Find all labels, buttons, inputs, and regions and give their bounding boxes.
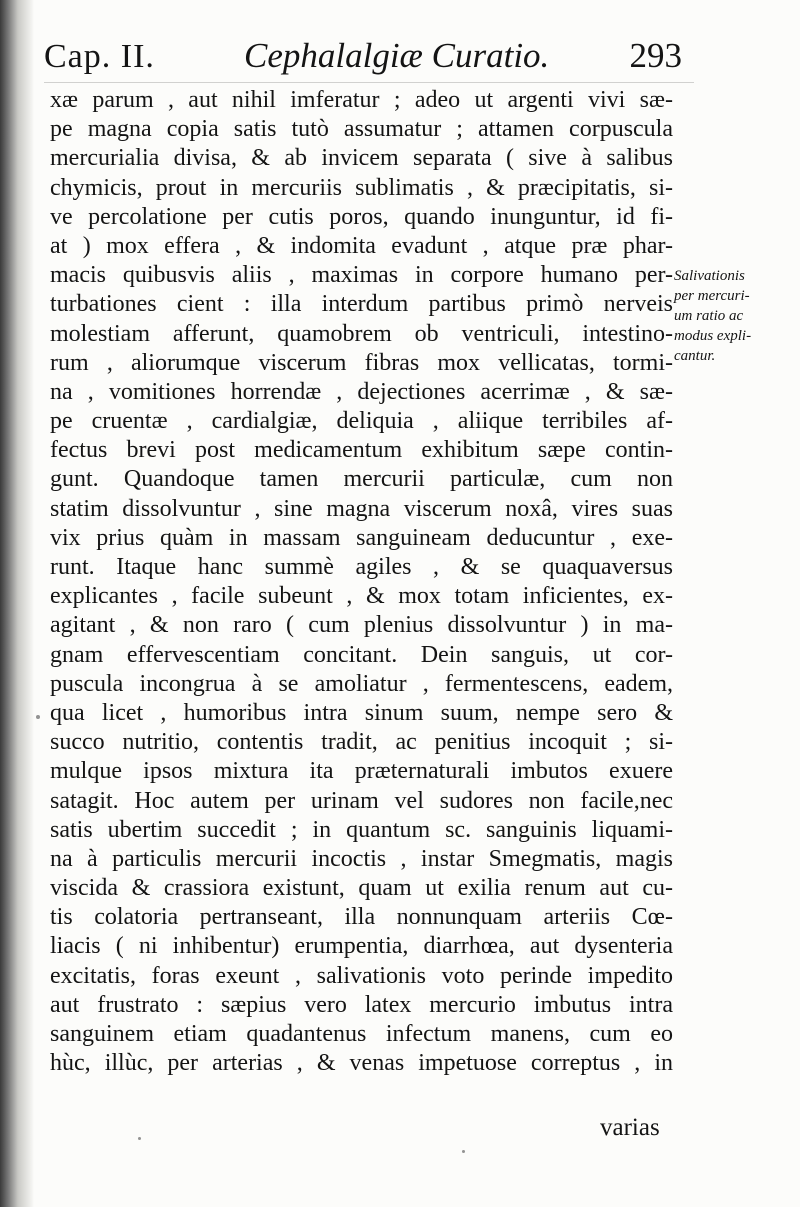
text-line: pe magna copia satis tutò assumatur ; attamen corpuscula (50, 116, 673, 143)
ink-speckle (462, 1150, 465, 1153)
text-line: satis ubertim succedit ; in quantum sc. sanguinis liquami- (50, 816, 673, 843)
running-title: Cephalalgiæ Curatio. (244, 36, 550, 75)
margin-note-line: per mercuri- (674, 288, 750, 304)
text-line: tis colatoria pertranseant, illa nonnunquam arteriis Cœ- (50, 904, 673, 931)
text-line: gunt. Quandoque tamen mercurii particulæ, cum non (50, 466, 673, 493)
text-line: na à particulis mercurii incoctis , instar Smegmatis, magis (50, 845, 673, 872)
text-line: mulque ipsos mixtura ita præternaturali imbutos exuere (50, 758, 673, 785)
ink-speckle (36, 715, 40, 719)
margin-note (674, 266, 792, 366)
margin-note-line: cantur. (674, 348, 716, 364)
text-line: excitatis, foras exeunt , salivationis voto perinde impedito (50, 962, 673, 989)
text-line: macis quibusvis aliis , maximas in corpore humano per- (50, 262, 673, 289)
text-line: liacis ( ni inhibentur) erumpentia, diarrhœa, aut dysenteria (50, 933, 673, 960)
margin-note-line: modus expli- (674, 328, 752, 344)
page-number: 293 (629, 36, 682, 75)
text-line: qua licet , humoribus intra sinum suum, nempe sero & (50, 699, 673, 726)
margin-note-line: um ratio ac (674, 308, 744, 324)
text-line: runt. Itaque hanc summè agiles , & se quaquaversus (50, 554, 673, 580)
text-line: sanguinem etiam quadantenus infectum manens, cum eo (50, 1021, 673, 1047)
text-line: vix prius quàm in massam sanguineam deducuntur , exe- (50, 524, 673, 551)
text-line: rum , aliorumque viscerum fibras mox vellicatas, tormi- (50, 349, 673, 376)
text-line: na , vomitiones horrendæ , dejectiones acerrimæ , & sæ- (50, 378, 673, 405)
ink-speckle (138, 1137, 141, 1140)
text-line: molestiam afferunt, quamobrem ob ventriculi, intestino- (50, 320, 673, 347)
text-line: turbationes cient : illa interdum partibus primò nerveis (50, 291, 673, 318)
text-line: mercurialia divisa, & ab invicem separata ( sive à salibus (50, 145, 673, 172)
binding-shadow (0, 0, 34, 1207)
catchword: varias (600, 1114, 660, 1141)
page-header (44, 26, 694, 83)
text-line: at ) mox effera , & indomita evadunt , atque præ phar- (50, 232, 673, 259)
text-line: chymicis, prout in mercuriis sublimatis , & præcipitatis, si- (50, 174, 673, 201)
text-line: pe cruentæ , cardialgiæ, deliquia , aliique terribiles af- (50, 408, 673, 435)
text-line: fectus brevi post medicamentum exhibitum sæpe contin- (50, 437, 673, 464)
text-line: xæ parum , aut nihil imferatur ; adeo ut argenti vivi sæ- (50, 87, 673, 113)
text-line: puscula incongrua à se amoliatur , fermentescens, eadem, (50, 670, 673, 697)
text-line: agitant , & non raro ( cum plenius dissolvuntur ) in ma- (50, 612, 673, 639)
text-line: gnam effervescentiam concitant. Dein sanguis, ut cor- (50, 641, 673, 668)
text-line: viscida & crassiora existunt, quam ut exilia renum aut cu- (50, 875, 673, 902)
text-line: aut frustrato : sæpius vero latex mercurio imbutus intra (50, 991, 673, 1018)
chapter-heading: Cap. II. (44, 38, 155, 75)
text-line: explicantes , facile subeunt , & mox totam inficientes, ex- (50, 583, 673, 610)
text-line: satagit. Hoc autem per urinam vel sudores non facile,nec (50, 787, 673, 814)
margin-note-line: Salivationis (674, 268, 745, 284)
body-text (50, 86, 673, 1078)
text-line: hùc, illùc, per arterias , & venas impetuose correptus , in (50, 1050, 673, 1077)
text-line: ve percolatione per cutis poros, quando inunguntur, id fi- (50, 203, 673, 230)
text-line: succo nutritio, contentis tradit, ac penitius incoquit ; si- (50, 729, 673, 756)
text-line: statim dissolvuntur , sine magna viscerum noxâ, vires suas (50, 495, 673, 522)
